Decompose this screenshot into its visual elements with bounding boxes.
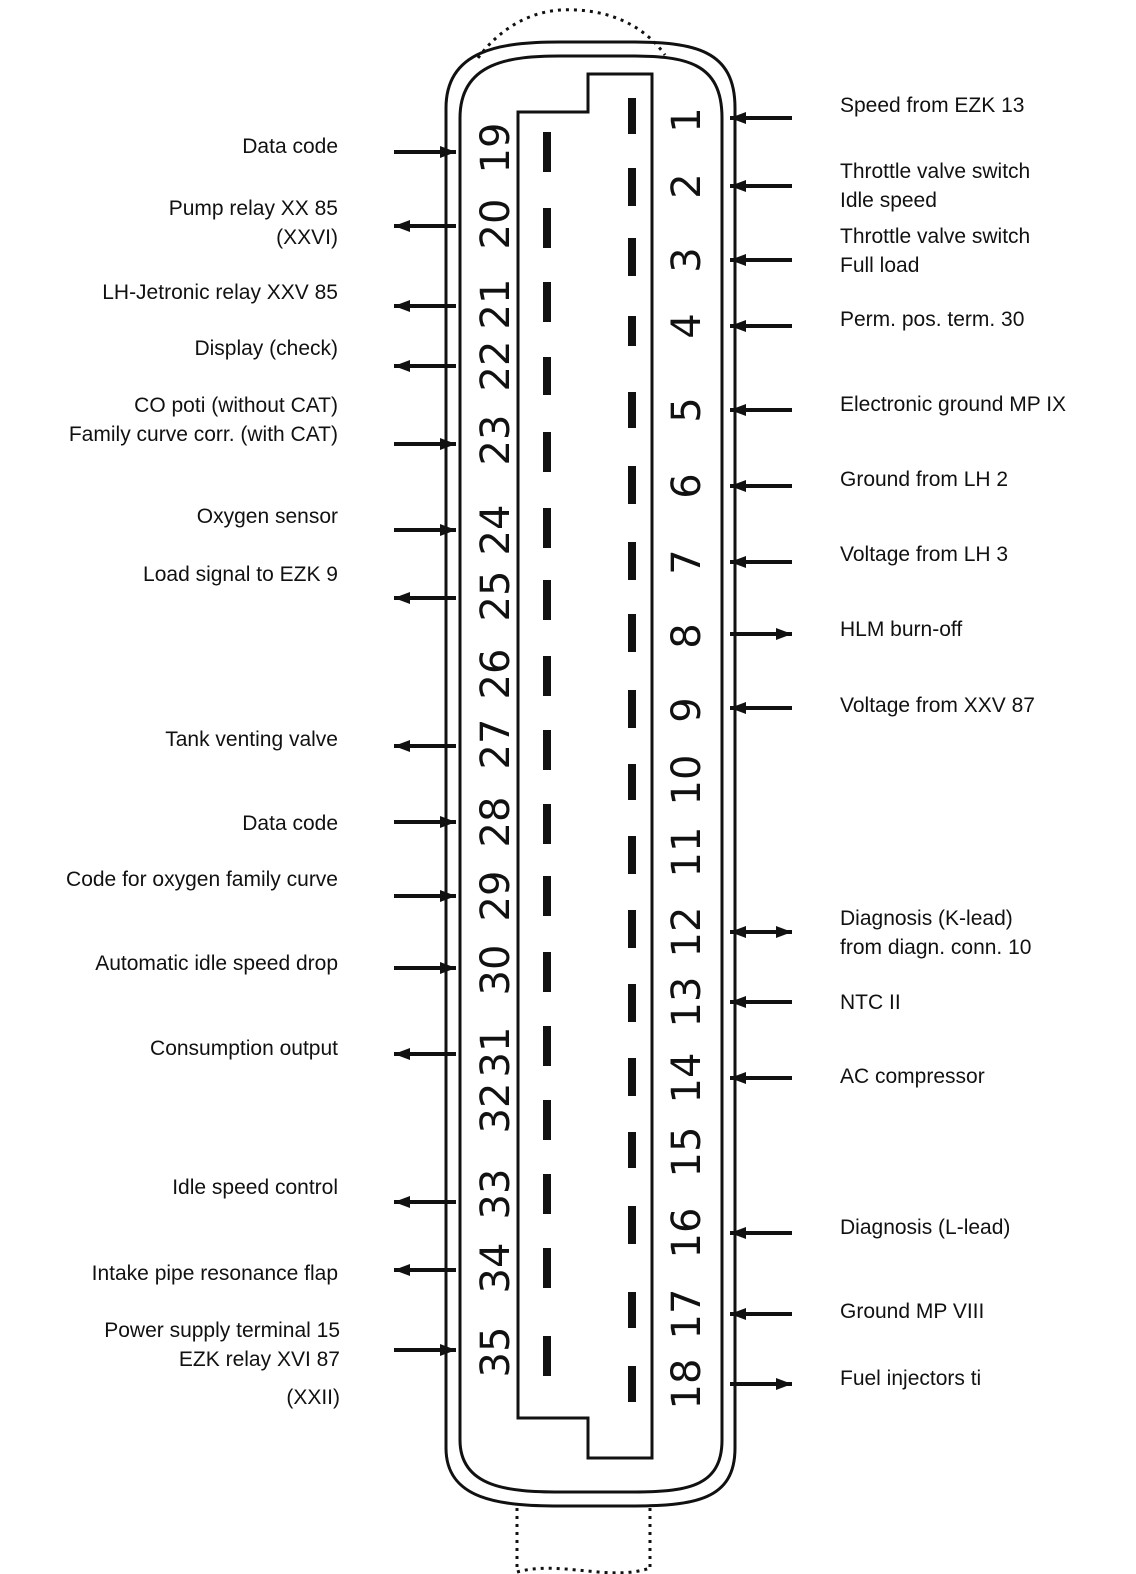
signal-label-pin-18-line: Fuel injectors ti (840, 1367, 982, 1390)
contact-bars (543, 98, 636, 1402)
signal-label-pin-17-line: Ground MP VIII (840, 1300, 985, 1323)
signal-label-pin-23-line: Family curve corr. (with CAT) (68, 423, 338, 446)
arrow-pin-9 (730, 702, 792, 714)
signal-label-pin-35-line: (XXII) (286, 1386, 340, 1409)
pin-number-20: 20 (473, 198, 519, 250)
contact-right-10 (628, 764, 636, 800)
signal-label-pin-16 (840, 1216, 1010, 1239)
pin-number-8: 8 (664, 623, 710, 649)
signal-label-pin-7 (840, 543, 1008, 566)
signal-label-pin-35-line: EZK relay XVI 87 (178, 1348, 340, 1371)
signal-label-pin-14 (840, 1065, 985, 1088)
arrow-pin-14 (730, 1072, 792, 1084)
contact-left-32 (543, 1100, 551, 1140)
connector-top-cap (478, 10, 665, 58)
pin-number-24: 24 (473, 504, 519, 556)
signal-label-pin-35 (104, 1319, 340, 1409)
contact-left-33 (543, 1174, 551, 1214)
signal-label-pin-22 (194, 337, 338, 360)
contact-left-29 (543, 876, 551, 916)
pin-number-22: 22 (473, 340, 519, 392)
contact-right-1 (628, 98, 636, 134)
signal-label-pin-21-line: LH-Jetronic relay XXV 85 (102, 281, 338, 304)
signal-label-pin-5 (840, 393, 1066, 416)
signal-label-pin-4-line: Perm. pos. term. 30 (840, 308, 1025, 331)
pin-number-15: 15 (664, 1126, 710, 1178)
arrow-pin-12 (730, 926, 792, 938)
contact-right-11 (628, 836, 636, 874)
signal-label-pin-1 (840, 94, 1024, 117)
signal-label-pin-9 (840, 694, 1035, 717)
signal-label-pin-29 (66, 868, 338, 891)
contact-left-21 (543, 282, 551, 322)
signal-label-pin-20-line: Pump relay XX 85 (168, 197, 338, 220)
pin-number-5: 5 (664, 397, 710, 423)
contact-left-31 (543, 1026, 551, 1066)
contact-left-23 (543, 432, 551, 472)
contact-left-22 (543, 357, 551, 395)
contact-right-6 (628, 466, 636, 504)
contact-left-35 (543, 1336, 551, 1376)
pin-number-17: 17 (664, 1288, 710, 1340)
signal-label-pin-4 (840, 308, 1024, 331)
contact-right-9 (628, 690, 636, 728)
pin-number-16: 16 (664, 1207, 710, 1259)
contact-left-24 (543, 508, 551, 548)
signal-label-pin-21 (102, 281, 338, 304)
contact-right-12 (628, 910, 636, 948)
signal-label-pin-24-line: Oxygen sensor (196, 505, 338, 528)
pin-number-10: 10 (664, 754, 710, 806)
signal-label-pin-34 (92, 1262, 338, 1285)
pin-number-7: 7 (664, 549, 710, 575)
contact-right-13 (628, 984, 636, 1022)
signal-label-pin-18 (840, 1367, 981, 1390)
pin-number-26: 26 (473, 648, 519, 700)
arrow-pin-7 (730, 556, 792, 568)
signal-label-pin-23 (69, 394, 338, 446)
signal-label-pin-22-line: Display (check) (194, 337, 338, 360)
signal-label-pin-20-line: (XXVI) (276, 226, 338, 249)
contact-right-15 (628, 1132, 636, 1168)
contact-left-27 (543, 730, 551, 770)
signal-label-pin-2-line: Idle speed (840, 189, 937, 212)
contact-left-20 (543, 208, 551, 248)
signal-label-pin-3-line: Full load (840, 254, 920, 277)
signal-label-pin-28 (242, 812, 338, 835)
signal-label-pin-5-line: Electronic ground MP IX (840, 393, 1067, 416)
signal-label-pin-1-line: Speed from EZK 13 (840, 94, 1025, 117)
signal-label-pin-33-line: Idle speed control (172, 1176, 338, 1199)
contact-right-3 (628, 238, 636, 276)
pin-number-23: 23 (473, 414, 519, 466)
signal-label-pin-31 (150, 1037, 338, 1060)
signal-label-pin-25-line: Load signal to EZK 9 (143, 563, 338, 586)
signal-label-pin-14-line: AC compressor (840, 1065, 985, 1088)
signal-label-pin-27 (165, 728, 338, 751)
pin-number-9: 9 (664, 697, 710, 723)
signal-label-pin-25 (143, 563, 338, 586)
contact-right-18 (628, 1366, 636, 1402)
signal-label-pin-12-line: Diagnosis (K-lead) (840, 907, 1013, 930)
signal-label-pin-33 (172, 1176, 338, 1199)
signal-label-pin-8 (840, 618, 962, 641)
arrow-pin-1 (730, 112, 792, 124)
pin-number-1: 1 (664, 107, 710, 133)
signal-label-pin-12-line: from diagn. conn. 10 (840, 936, 1032, 959)
signal-label-pin-17 (840, 1300, 984, 1323)
contact-right-14 (628, 1058, 636, 1096)
contact-left-30 (543, 952, 551, 992)
pin-number-29: 29 (473, 870, 519, 922)
pin-number-19: 19 (473, 122, 519, 174)
contact-right-2 (628, 168, 636, 206)
contact-right-16 (628, 1206, 636, 1244)
pin-number-3: 3 (664, 247, 710, 273)
arrow-pin-5 (730, 404, 792, 416)
signal-label-pin-23-line: CO poti (without CAT) (134, 394, 338, 417)
arrow-pin-4 (730, 320, 792, 332)
signal-label-pin-27-line: Tank venting valve (165, 728, 338, 751)
pin-number-35: 35 (473, 1326, 519, 1378)
pin-number-13: 13 (664, 976, 710, 1028)
pin-numbers (473, 107, 710, 1409)
arrow-pin-3 (730, 254, 792, 266)
pin-number-25: 25 (473, 570, 519, 622)
signal-label-pin-19 (242, 135, 338, 158)
pin-number-34: 34 (473, 1242, 519, 1294)
signal-label-pin-30-line: Automatic idle speed drop (95, 952, 338, 975)
signal-label-pin-19-line: Data code (242, 135, 338, 158)
signal-label-pin-24 (197, 505, 338, 528)
signal-label-pin-8-line: HLM burn-off (840, 618, 963, 641)
pin-number-21: 21 (473, 278, 519, 330)
signal-label-pin-3-line: Throttle valve switch (840, 225, 1031, 248)
pin-number-12: 12 (664, 906, 710, 958)
pin-number-33: 33 (473, 1168, 519, 1220)
signal-label-pin-12 (840, 907, 1031, 959)
contact-right-4 (628, 316, 636, 346)
pin-number-14: 14 (664, 1052, 710, 1104)
contact-left-34 (543, 1248, 551, 1288)
signal-label-pin-29-line: Code for oxygen family curve (66, 868, 338, 891)
signal-label-pin-2-line: Throttle valve switch (840, 160, 1031, 183)
signal-label-pin-30 (95, 952, 338, 975)
contact-left-26 (543, 656, 551, 696)
cable-sleeve (517, 1508, 650, 1573)
signal-label-pin-3 (840, 225, 1030, 277)
signal-label-pin-6 (840, 468, 1008, 491)
contact-left-28 (543, 804, 551, 844)
signal-label-pin-13 (840, 991, 901, 1014)
pin-number-28: 28 (473, 796, 519, 848)
signal-label-pin-20 (169, 197, 338, 249)
pin-number-27: 27 (473, 718, 519, 770)
signal-label-pin-16-line: Diagnosis (L-lead) (840, 1216, 1011, 1239)
signal-arrows (394, 112, 792, 1390)
signal-label-pin-2 (840, 160, 1030, 212)
arrow-pin-2 (730, 180, 792, 192)
signal-label-pin-9-line: Voltage from XXV 87 (840, 694, 1035, 717)
pin-number-4: 4 (664, 313, 710, 339)
arrow-pin-17 (730, 1308, 792, 1320)
pin-number-30: 30 (473, 944, 519, 996)
contact-left-19 (543, 132, 551, 172)
pin-number-32: 32 (473, 1082, 519, 1134)
pin-number-2: 2 (664, 173, 710, 199)
signal-labels (66, 94, 1066, 1409)
contact-right-7 (628, 542, 636, 580)
signal-label-pin-31-line: Consumption output (150, 1037, 338, 1060)
signal-label-pin-28-line: Data code (242, 812, 338, 835)
arrow-pin-16 (730, 1227, 792, 1239)
pin-number-18: 18 (664, 1358, 710, 1410)
pin-number-11: 11 (664, 826, 710, 878)
signal-label-pin-13-line: NTC II (840, 991, 901, 1014)
arrow-pin-13 (730, 996, 792, 1008)
contact-left-25 (543, 580, 551, 620)
contact-right-17 (628, 1292, 636, 1328)
arrow-pin-18 (730, 1378, 792, 1390)
pin-number-6: 6 (664, 473, 710, 499)
signal-label-pin-34-line: Intake pipe resonance flap (91, 1262, 338, 1285)
signal-label-pin-6-line: Ground from LH 2 (840, 468, 1009, 491)
pin-number-31: 31 (473, 1026, 519, 1078)
contact-right-8 (628, 614, 636, 652)
signal-label-pin-35-line: Power supply terminal 15 (104, 1319, 340, 1342)
signal-label-pin-7-line: Voltage from LH 3 (840, 543, 1009, 566)
arrow-pin-8 (730, 628, 792, 640)
arrow-pin-6 (730, 480, 792, 492)
contact-right-5 (628, 392, 636, 428)
